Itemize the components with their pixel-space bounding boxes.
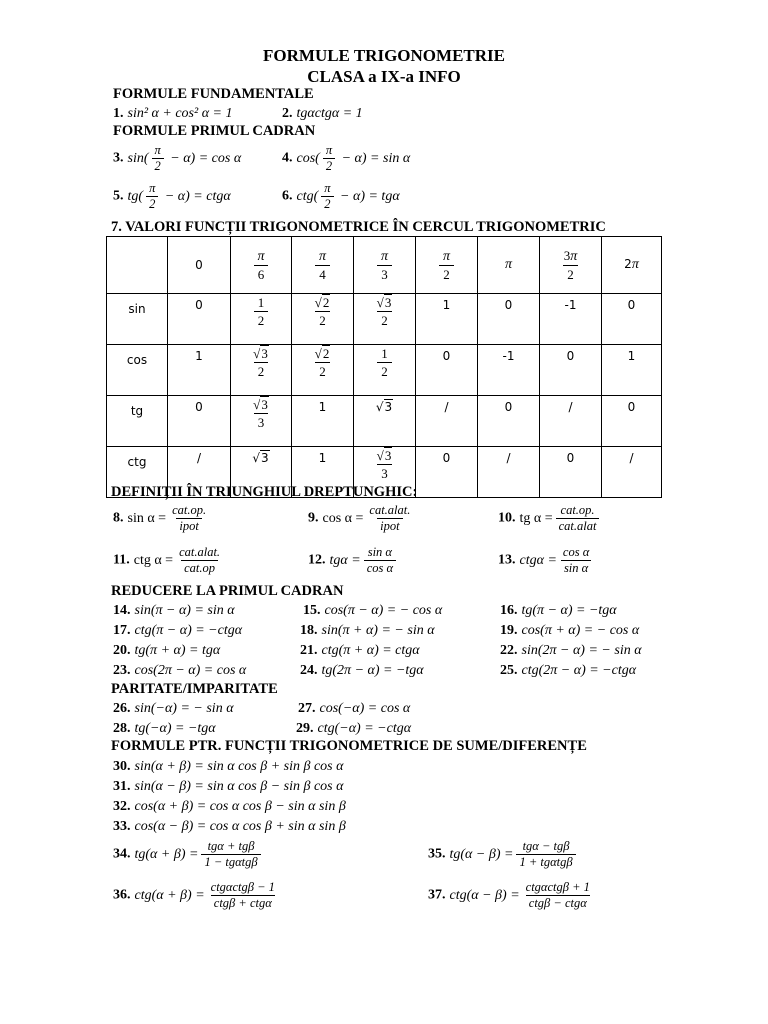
section-reduction: REDUCERE LA PRIMUL CADRAN [111, 583, 344, 599]
section-sums: FORMULE PTR. FUNCȚII TRIGONOMETRICE DE SUME/DIFERENȚE [111, 738, 587, 754]
table-cell: 0 [540, 447, 602, 498]
formula-18: 18. sin(π + α) = − sin α [300, 623, 435, 638]
formula-30: 30. sin(α + β) = sin α cos β + sin β cos α [113, 759, 344, 774]
formula-4: 4. cos( $\frac{\pi}{2}$ − α) = sin α [282, 143, 411, 173]
table-cell: $\frac{1}{2}$ [354, 345, 416, 396]
table-cell: $\frac{√2}{2}$ [292, 345, 354, 396]
formula-35: 35. tg(α − β) = tgα − tgβ 1 + tgαtgβ [428, 839, 579, 870]
table-cell: 0 [602, 294, 662, 345]
table-cell: $\frac{√3}{3}$ [354, 447, 416, 498]
table-header-cell: $\frac{\pi}{2}$ [416, 237, 478, 294]
page-title: FORMULE TRIGONOMETRIE [263, 46, 505, 65]
table-cell: 0 [602, 396, 662, 447]
table-cell: 1 [416, 294, 478, 345]
table-row-label: sin [107, 294, 168, 345]
formula-29: 29. ctg(−α) = −ctgα [296, 721, 412, 736]
table-cell: 1 [292, 447, 354, 498]
formula-26: 26. sin(−α) = − sin α [113, 701, 234, 716]
formula-3: 3. sin( $\frac{\pi}{2}$ − α) = cos α [113, 143, 242, 173]
table-cell: 0 [416, 447, 478, 498]
formula-12: 12. tgα = $\frac{\text{sin α}}{\text{cos α}}$ [308, 545, 399, 576]
formula-21: 21. ctg(π + α) = ctgα [300, 643, 420, 658]
formula-11: 11. ctg α = cat.alat. cat.op [113, 545, 221, 575]
table-cell: 0 [540, 345, 602, 396]
table-cell: $\frac{√3}{3}$ [231, 396, 292, 447]
table-header-cell: $\frac{\pi}{3}$ [354, 237, 416, 294]
table-header-cell: $\frac{\pi}{4}$ [292, 237, 354, 294]
table-cell: / [602, 447, 662, 498]
trig-values-table [106, 236, 662, 498]
table-cell: -1 [478, 345, 540, 396]
formula-31: 31. sin(α − β) = sin α cos β − sin β cos α [113, 779, 344, 794]
table-header-cell: 0 [168, 237, 231, 294]
formula-5: 5. tg( $\frac{\pi}{2}$ − α) = ctgα [113, 181, 231, 211]
table-header-row [107, 237, 662, 294]
table-row-tg [107, 396, 662, 447]
table-cell: 0 [478, 396, 540, 447]
formula-32: 32. cos(α + β) = cos α cos β − sin α sin β [113, 799, 346, 814]
formula-13: 13. ctgα = $\frac{\text{cos α}}{\text{sin α}}$ [498, 545, 590, 575]
formula-22: 22. sin(2π − α) = − sin α [500, 643, 642, 658]
formula-15: 15. cos(π − α) = − cos α [303, 603, 443, 618]
table-row-label: ctg [107, 447, 168, 498]
formula-19: 19. cos(π + α) = − cos α [500, 623, 640, 638]
table-cell: 1 [168, 345, 231, 396]
table-cell: 1 [292, 396, 354, 447]
table-cell: 0 [168, 396, 231, 447]
page-subtitle: CLASA a IX-a INFO [307, 67, 461, 86]
table-row-sin [107, 294, 662, 345]
table-header-cell: $\frac{3\pi}{2}$ [540, 237, 602, 294]
formula-28: 28. tg(−α) = −tgα [113, 721, 216, 736]
table-header-cell: π [478, 237, 540, 294]
formula-1: 1. sin² α + cos² α = 1 [113, 106, 233, 121]
table-cell: √3 [231, 447, 292, 498]
section-first-quadrant: FORMULE PRIMUL CADRAN [113, 123, 316, 139]
formula-36: 36. ctg(α + β) = ctgαctgβ − 1 ctgβ + ctgα [113, 880, 275, 910]
table-cell: / [168, 447, 231, 498]
formula-14: 14. sin(π − α) = sin α [113, 603, 235, 618]
formula-33: 33. cos(α − β) = cos α cos β + sin α sin β [113, 819, 346, 834]
formula-2: 2. tgαctgα = 1 [282, 106, 363, 121]
table-cell: / [478, 447, 540, 498]
table-cell: / [540, 396, 602, 447]
table-cell: $\frac{√3}{2}$ [231, 345, 292, 396]
table-cell: 0 [168, 294, 231, 345]
section-table-title: 7. VALORI FUNCȚII TRIGONOMETRICE ÎN CERCUL TRIGONOMETRIC [111, 219, 606, 235]
table-cell: 0 [416, 345, 478, 396]
formula-34: 34. tg(α + β) = tgα + tgβ 1 − tgαtgβ [113, 839, 264, 870]
formula-37: 37. ctg(α − β) = ctgαctgβ + 1 ctgβ − ctgα [428, 880, 590, 910]
table-row-label: tg [107, 396, 168, 447]
table-header-cell: 2π [602, 237, 662, 294]
formula-24: 24. tg(2π − α) = −tgα [300, 663, 424, 678]
table-cell: $\frac{1}{2}$ [231, 294, 292, 345]
section-parity: PARITATE/IMPARITATE [111, 681, 278, 697]
table-cell: / [416, 396, 478, 447]
section-definitions: DEFINIȚII ÎN TRIUNGHIUL DREPTUNGHIC: [111, 484, 418, 500]
table-row-label: cos [107, 345, 168, 396]
section-fundamental: FORMULE FUNDAMENTALE [113, 86, 314, 102]
formula-8: 8. sin α = cat.op. ipot [113, 503, 207, 533]
formula-10: 10. tg α = cat.op. cat.alat [498, 503, 602, 534]
formula-9: 9. cos α = cat.alat. ipot [308, 503, 411, 533]
formula-16: 16. tg(π − α) = −tgα [500, 603, 617, 618]
table-header-cell: $\frac{\pi}{6}$ [231, 237, 292, 294]
formula-6: 6. ctg( $\frac{\pi}{2}$ − α) = tgα [282, 181, 400, 211]
formula-20: 20. tg(π + α) = tgα [113, 643, 221, 658]
table-cell: 0 [478, 294, 540, 345]
table-cell: 1 [602, 345, 662, 396]
table-cell: $\frac{√2}{2}$ [292, 294, 354, 345]
formula-17: 17. ctg(π − α) = −ctgα [113, 623, 243, 638]
table-cell: -1 [540, 294, 602, 345]
table-row-cos [107, 345, 662, 396]
formula-23: 23. cos(2π − α) = cos α [113, 663, 247, 678]
formula-27: 27. cos(−α) = cos α [298, 701, 411, 716]
formula-25: 25. ctg(2π − α) = −ctgα [500, 663, 637, 678]
table-corner-cell [107, 237, 168, 294]
table-cell: √3 [354, 396, 416, 447]
table-cell: $\frac{√3}{2}$ [354, 294, 416, 345]
